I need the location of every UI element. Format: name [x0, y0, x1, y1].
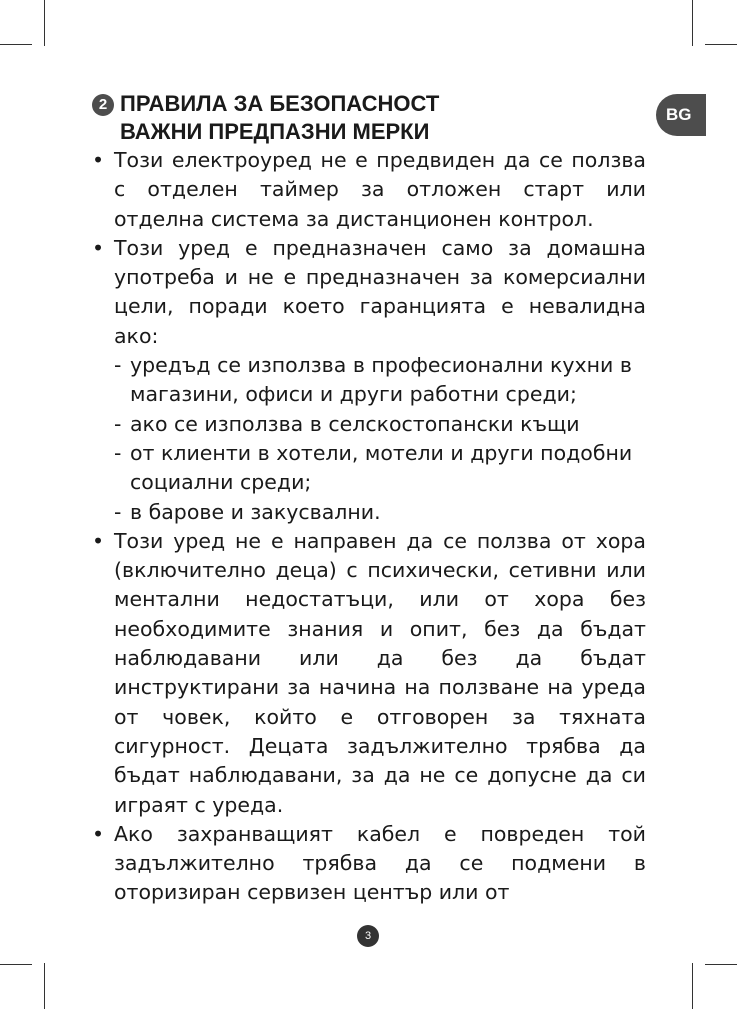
crop-mark	[692, 963, 693, 1009]
dash-icon: -	[114, 440, 122, 465]
bullet-icon: •	[92, 235, 105, 260]
list-item-text: Този уред не е направен да се ползва от хора (включително деца) с психически, сетивни или ментални недостатъци, или от хора без необходимите знания и опит, без да бъдат наблюдавани или да без да бъдат инструктирани за начина на ползване на уреда от човек, който е отговорен за тяхната сигурност. Децата задължително трябва да бъдат наблюдавани, за да не се допусне да си играят с уреда.	[114, 528, 646, 817]
dash-icon: -	[114, 411, 122, 436]
safety-rules-list	[92, 146, 646, 908]
list-item	[92, 234, 646, 527]
list-item	[92, 527, 646, 820]
sub-list-item-text: ако се използва в селскостопански къщи	[130, 411, 580, 436]
dash-icon: -	[114, 499, 122, 524]
bullet-icon: •	[92, 148, 105, 172]
sub-list-item-text: в барове и закусвални.	[130, 499, 381, 524]
crop-mark	[705, 964, 737, 965]
list-item	[92, 146, 646, 234]
sub-list-item	[114, 498, 646, 527]
page-number-badge: 3	[357, 925, 379, 947]
crop-mark	[44, 0, 45, 46]
sub-list-item	[114, 410, 646, 439]
crop-mark	[0, 44, 32, 45]
bullet-icon: •	[92, 528, 105, 553]
list-item-text: Ако захранващият кабел е повреден той задължително трябва да се подмени в оторизиран сервизен център или от	[114, 821, 646, 905]
section-number-badge: 2	[92, 94, 114, 116]
sub-list-item	[114, 351, 646, 410]
section-title-line-2: ВАЖНИ ПРЕДПАЗНИ МЕРКИ	[120, 119, 430, 144]
crop-mark	[0, 964, 32, 965]
sub-list-item	[114, 439, 646, 498]
sub-list	[114, 351, 646, 527]
bullet-icon: •	[92, 821, 105, 846]
sub-list-item-text: уредъд се използва в професионални кухни в магазини, офиси и други работни среди;	[130, 353, 632, 407]
crop-mark	[692, 0, 693, 46]
crop-mark	[44, 963, 45, 1009]
list-item	[92, 820, 646, 908]
list-item-text: Този уред е предназначен само за домашна употреба и не е предназначен за комерсиални цели, поради което гаранцията е невалидна ако:	[114, 235, 646, 348]
sub-list-item-text: от клиенти в хотели, мотели и други подобни социални среди;	[130, 440, 633, 495]
section-title-line-1: ПРАВИЛА ЗА БЕЗОПАСНОСТ	[120, 91, 440, 116]
language-tab: BG	[656, 94, 706, 136]
list-item-text: Този електроуред не е предвиден да се ползва с отделен таймер за отложен старт или отделна система за дистанционен контрол.	[114, 148, 646, 231]
crop-mark	[705, 44, 737, 45]
dash-icon: -	[114, 353, 122, 378]
